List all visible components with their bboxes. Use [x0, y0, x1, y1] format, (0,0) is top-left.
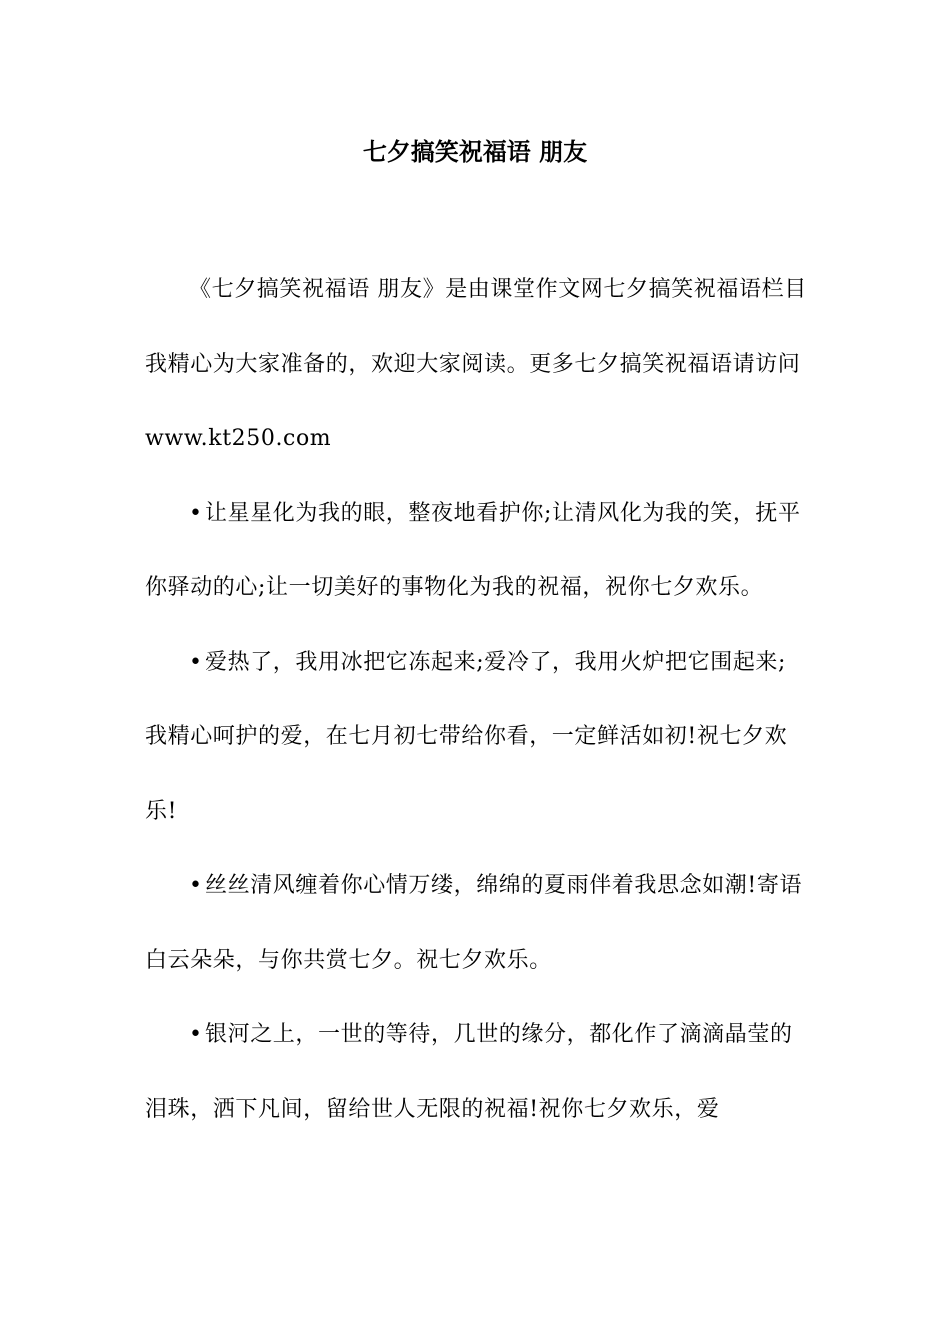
document-body	[145, 253, 807, 1147]
wish-paragraph	[145, 626, 807, 850]
wish-paragraph	[145, 477, 807, 626]
bullet-icon: •	[189, 1022, 203, 1047]
wish-paragraph	[145, 998, 807, 1147]
paragraph-text: 《七夕搞笑祝福语 朋友》是由课堂作文网七夕搞笑祝福语栏目我精心为大家准备的，欢迎大家阅读。更多七夕搞笑祝福语请访问www.kt250.com	[145, 277, 807, 451]
paragraph-text: 爱热了，我用冰把它冻起来;爱冷了，我用火炉把它围起来;我精心呵护的爱，在七月初七带给你看，一定鲜活如初!祝七夕欢乐!	[145, 649, 788, 824]
paragraph-text: 银河之上，一世的等待，几世的缘分，都化作了滴滴晶莹的泪珠，洒下凡间，留给世人无限的祝福!祝你七夕欢乐，爱	[145, 1022, 793, 1122]
intro-paragraph	[145, 253, 807, 477]
bullet-icon: •	[189, 873, 203, 898]
bullet-icon: •	[189, 500, 203, 526]
paragraph-text: 丝丝清风缠着你心情万缕，绵绵的夏雨伴着我思念如潮!寄语白云朵朵，与你共赏七夕。祝七夕欢乐。	[145, 873, 803, 973]
paragraph-text: 让星星化为我的眼，整夜地看护你;让清风化为我的笑，抚平你驿动的心;让一切美好的事物化为我的祝福，祝你七夕欢乐。	[145, 500, 801, 600]
bullet-icon: •	[189, 649, 203, 675]
document-title: 七夕搞笑祝福语 朋友	[362, 138, 588, 166]
wish-paragraph	[145, 849, 807, 998]
